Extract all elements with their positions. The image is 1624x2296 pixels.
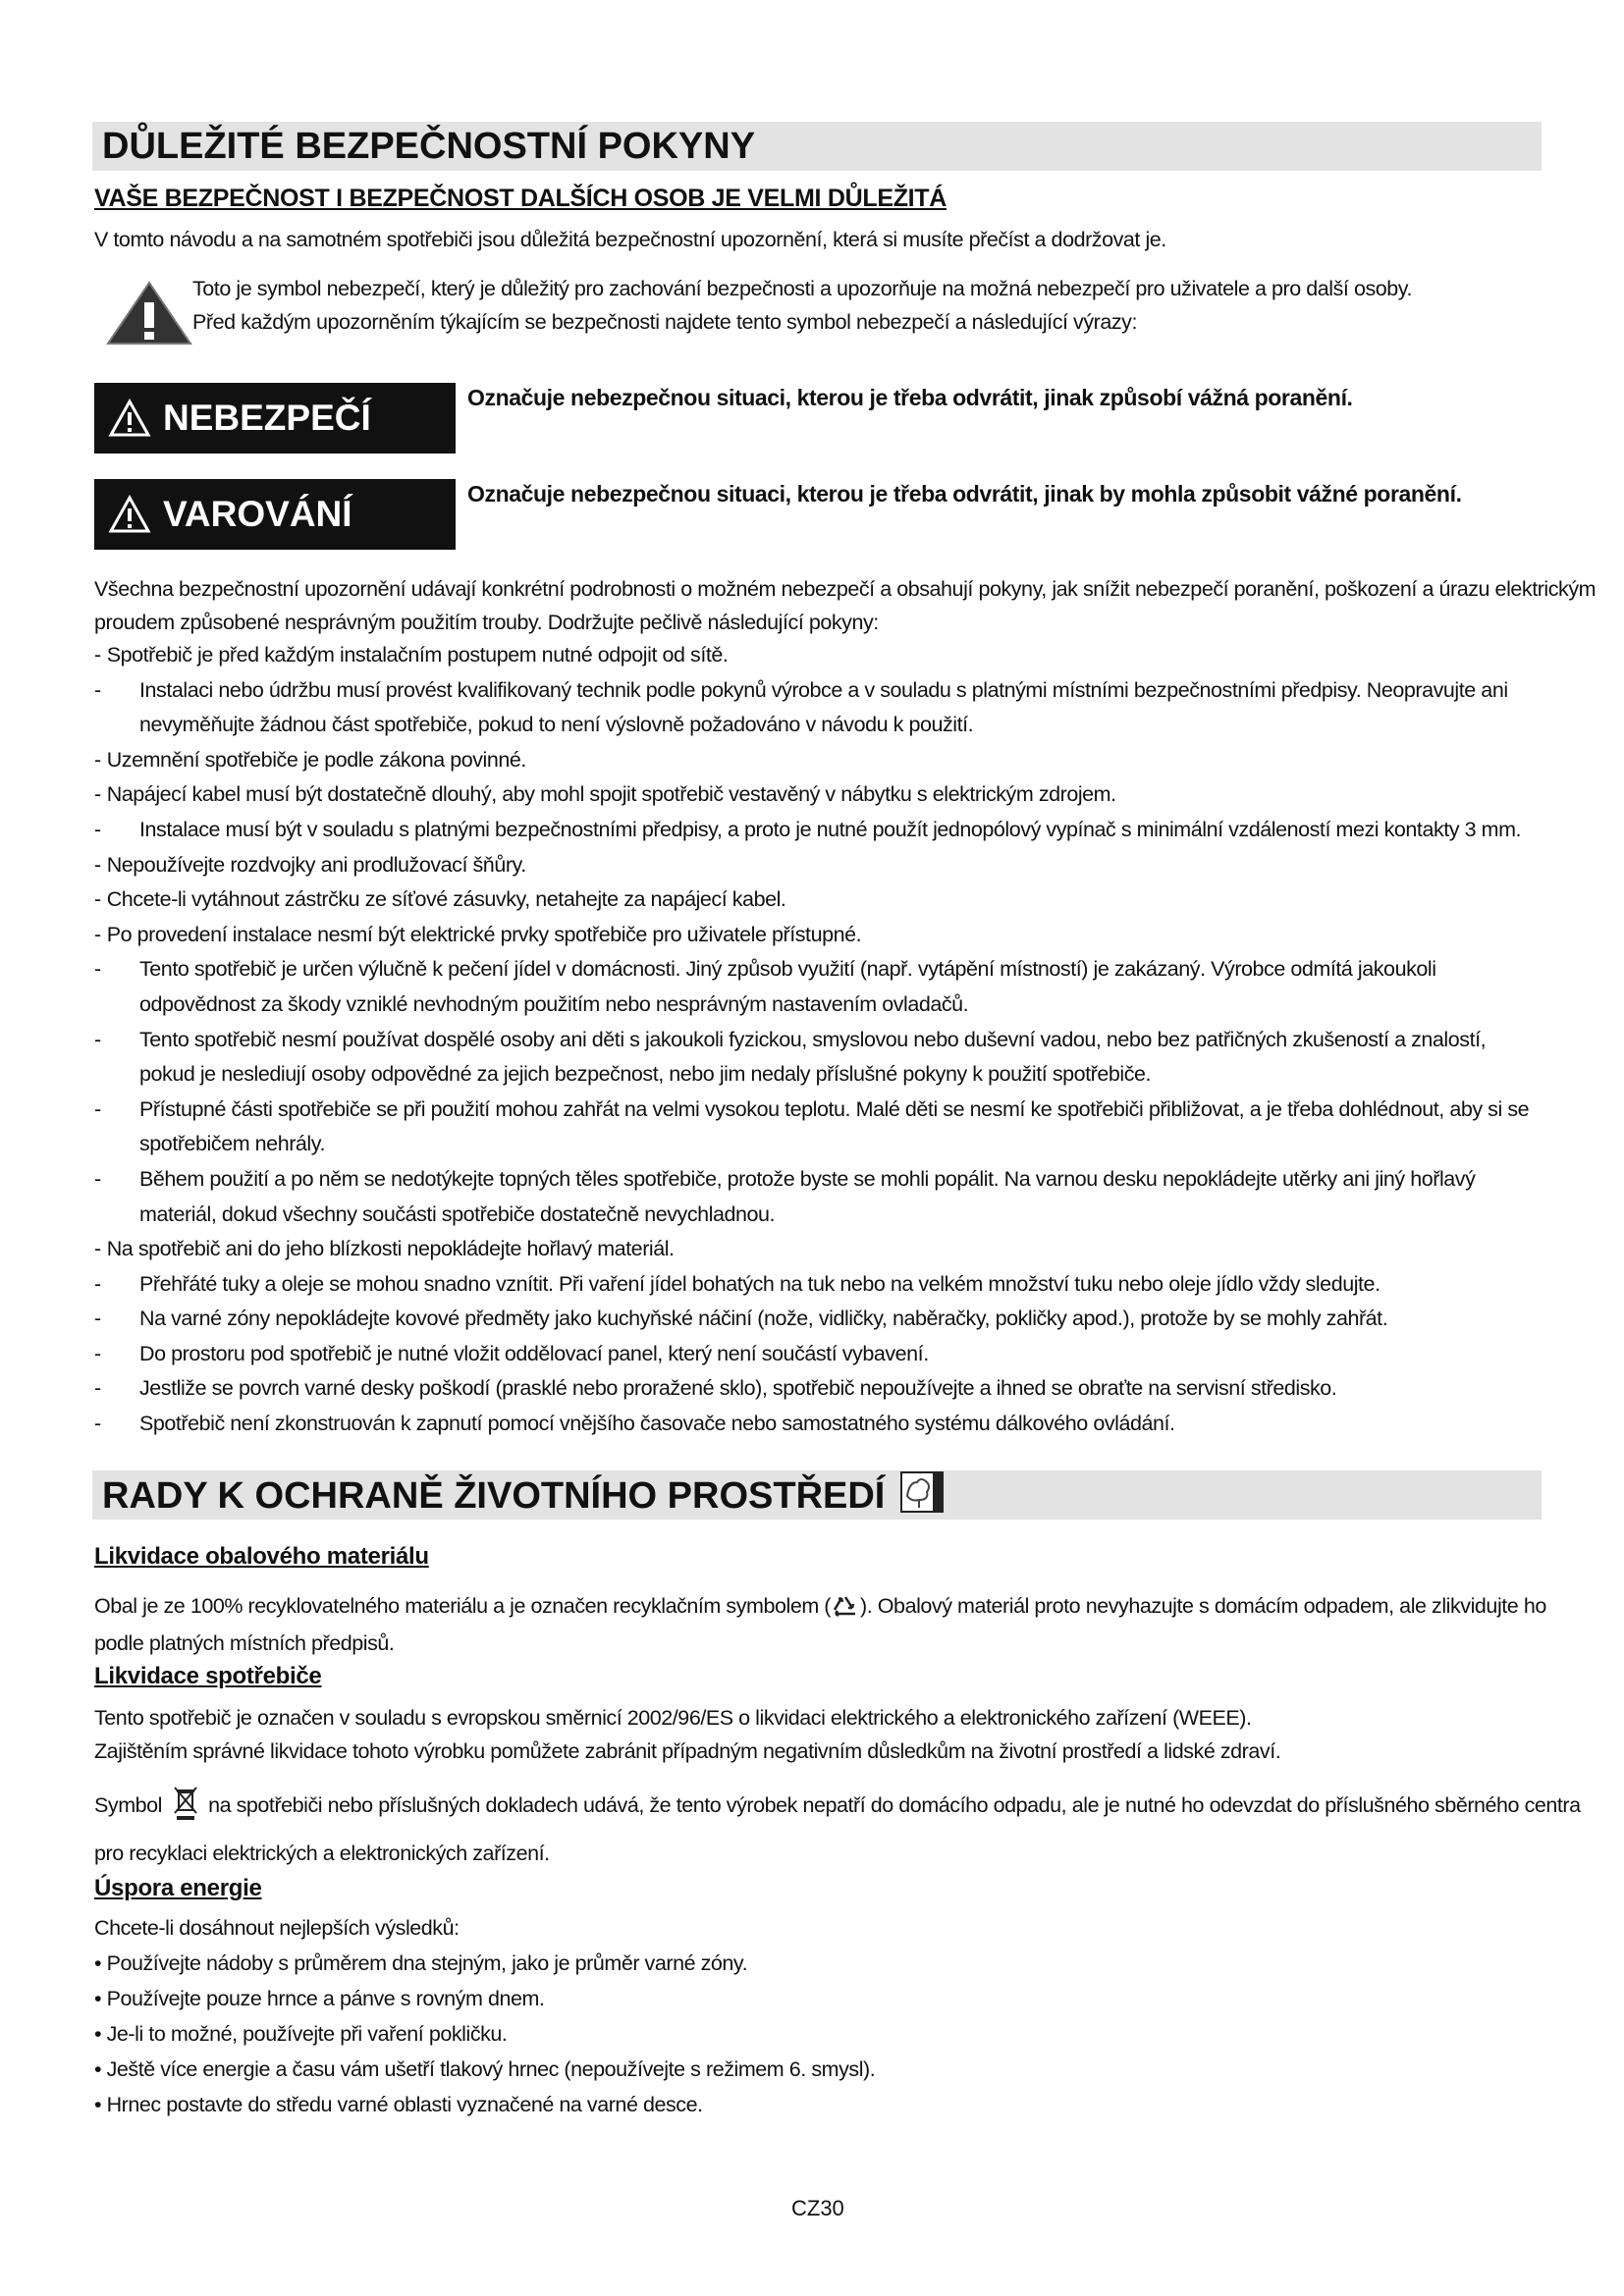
symbol-text-2: Před každým upozorněním týkajícím se bezpečnosti najdete tento symbol nebezpečí a následující výrazy:	[192, 310, 1137, 334]
safety-list-item	[94, 1232, 1543, 1267]
list-dash: -	[94, 922, 101, 946]
weee-symbol-text: na spotřebiči nebo příslušných dokladech udává, že tento výrobek nepatří do domácího odpadu, ale je nutné ho odevzdat do příslušného sběrného centra	[208, 1793, 1581, 1817]
safety-list-item-text: Napájecí kabel musí být dostatečně dlouhý, aby mohl spojit spotřebič vestavěný v nábytku s elektrickým zdrojem.	[106, 782, 1116, 807]
list-dash: -	[94, 817, 101, 841]
recycling-icon	[831, 1594, 860, 1620]
list-dash: -	[94, 1271, 101, 1296]
section-title-safety: DŮLEŽITÉ BEZPEČNOSTNÍ POKYNY	[92, 122, 1542, 171]
safety-list-item-text: Tento spotřebič nesmí používat dospělé osoby ani děti s jakoukoli fyzickou, smyslovou nebo duševní vadou, nebo bez patřičných zkušeností a znalostí, pokud je neslediují osoby odpovědné za jejich bezpečnost, nebo jim nedaly příslušné pokyny k použití spotřebiče.	[139, 1027, 1487, 1087]
energy-item: • Hrnec postavte do středu varné oblasti vyznačené na varné desce.	[94, 2093, 703, 2116]
safety-subtitle: VAŠE BEZPEČNOST I BEZPEČNOST DALŠÍCH OSOB JE VELMI DŮLEŽITÁ	[94, 185, 947, 212]
list-dash: -	[94, 1027, 101, 1051]
appliance-heading: Likvidace spotřebiče	[94, 1663, 322, 1689]
appliance-text-2: Zajištěním správné likvidace tohoto výrobku pomůžete zabránit případným negativním důsledkům na životní prostředí a lidské zdraví.	[94, 1739, 1281, 1763]
list-dash: -	[94, 1096, 101, 1121]
safety-list-item	[94, 848, 1543, 883]
packaging-text-line-1	[94, 1588, 1546, 1624]
safety-list-item-text: Do prostoru pod spotřebič je nutné vložit oddělovací panel, který není součástí vybavení.	[139, 1341, 929, 1365]
danger-signal-box	[94, 383, 456, 454]
section-title-environment	[92, 1470, 1542, 1520]
safety-list-item	[94, 673, 1543, 743]
danger-label: NEBEZPEČÍ	[163, 398, 371, 438]
safety-list-item	[94, 918, 1543, 953]
warning-signal-box	[94, 479, 456, 550]
list-dash: -	[94, 887, 101, 912]
safety-list-item	[94, 1371, 1543, 1407]
energy-item: • Používejte nádoby s průměrem dna stejným, jako je průměr varné zóny.	[94, 1951, 748, 1975]
safety-list-item	[94, 1093, 1543, 1162]
packaging-text-1: Obal je ze 100% recyklovatelného materiálu a je označen recyklačním symbolem (	[94, 1594, 832, 1618]
safety-list-item	[94, 813, 1543, 848]
safety-list-item	[94, 638, 1543, 673]
safety-list-item	[94, 1407, 1543, 1442]
safety-list-item	[94, 1302, 1543, 1337]
list-dash: -	[94, 852, 101, 877]
safety-list-item-text: Jestliže se povrch varné desky poškodí (prasklé nebo proražené sklo), spotřebič nepoužívejte a ihned se obraťte na servisní středisko.	[139, 1376, 1337, 1401]
list-dash: -	[94, 747, 101, 772]
safety-intro: V tomto návodu a na samotném spotřebiči jsou důležitá bezpečnostní upozornění, která si musíte přečíst a dodržovat je.	[94, 228, 1166, 251]
safety-list-item	[94, 777, 1543, 813]
safety-list-item	[94, 882, 1543, 918]
warning-outline-icon	[108, 495, 151, 534]
safety-list-item-text: Instalace musí být v souladu s platnými bezpečnostními předpisy, a proto je nutné použít jednopólový vypínač s minimální vzdáleností mezi kontakty 3 mm.	[139, 817, 1522, 841]
symbol-word: Symbol	[94, 1793, 162, 1817]
packaging-text-line-3: podle platných místních předpisů.	[94, 1631, 395, 1655]
safety-list-item-text: Uzemnění spotřebiče je podle zákona povinné.	[106, 747, 526, 772]
safety-list-item-text: Přehřáté tuky a oleje se mohou snadno vznítit. Při vaření jídel bohatých na tuk nebo na velkém množství tuku nebo oleje jídlo vždy sledujte.	[139, 1271, 1380, 1296]
safety-list-item-text: Instalaci nebo údržbu musí provést kvalifikovaný technik podle pokynů výrobce a v souladu s platnými místními bezpečnostními předpisy. Neopravujte ani nevyměňujte žádnou část spotřebiče, pokud to není výslovně požadováno v návodu k použití.	[139, 677, 1508, 737]
safety-list-item	[94, 952, 1543, 1022]
safety-list-item-text: Spotřebič je před každým instalačním postupem nutné odpojit od sítě.	[106, 643, 729, 667]
safety-list-item	[94, 1023, 1543, 1093]
environment-icon	[899, 1470, 945, 1514]
safety-list-item-text: Chcete-li vytáhnout zástrčku ze síťové zásuvky, netahejte za napájecí kabel.	[106, 887, 786, 912]
safety-list-item-text: Tento spotřebič je určen výlučně k pečení jídel v domácnosti. Jiný způsob využití (např. vytápění místností) je zakázaný. Výrobce odmítá jakoukoli odpovědnost za škody vzniklé nevhodným použitím nebo nesprávným nastavením ovladačů.	[139, 957, 1436, 1016]
energy-heading: Úspora energie	[94, 1875, 262, 1901]
weee-symbol-line	[94, 1785, 1581, 1823]
safety-list-item	[94, 1162, 1543, 1232]
safety-paragraph-line-2: proudem způsobené nesprávným použitím trouby. Dodržujte pečlivě následující pokyny:	[94, 611, 879, 634]
safety-list-item	[94, 743, 1543, 778]
list-dash: -	[94, 957, 101, 982]
warning-description: Označuje nebezpečnou situaci, kterou je třeba odvrátit, jinak by mohla způsobit vážné poranění.	[467, 481, 1462, 507]
energy-item: • Ještě více energie a času vám ušetří tlakový hrnec (nepoužívejte s režimem 6. smysl).	[94, 2057, 876, 2081]
warning-label: VAROVÁNÍ	[163, 494, 352, 534]
packaging-heading: Likvidace obalového materiálu	[94, 1543, 429, 1570]
danger-description: Označuje nebezpečnou situaci, kterou je třeba odvrátit, jinak způsobí vážná poranění.	[467, 385, 1353, 410]
environment-title: RADY K OCHRANĚ ŽIVOTNÍHO PROSTŘEDÍ	[102, 1475, 886, 1517]
list-dash: -	[94, 782, 101, 807]
energy-item: • Používejte pouze hrnce a pánve s rovným dnem.	[94, 1987, 545, 2010]
symbol-text-1: Toto je symbol nebezpečí, který je důležitý pro zachování bezpečnosti a upozorňuje na možná nebezpečí pro uživatele a pro další osoby.	[192, 277, 1413, 300]
safety-list-item-text: Na spotřebič ani do jeho blízkosti nepokládejte hořlavý materiál.	[106, 1237, 675, 1261]
page-number: CZ30	[791, 2196, 844, 2220]
list-dash: -	[94, 1376, 101, 1401]
crossed-bin-icon	[172, 1785, 199, 1822]
list-dash: -	[94, 677, 101, 702]
list-dash: -	[94, 1341, 101, 1365]
safety-list-item-text: Po provedení instalace nesmí být elektrické prvky spotřebiče pro uživatele přístupné.	[106, 922, 862, 946]
safety-list-item	[94, 1337, 1543, 1372]
safety-list-item-text: Během použití a po něm se nedotýkejte topných těles spotřebiče, protože byste se mohli popálit. Na varnou desku nepokládejte utěrky ani jiný hořlavý materiál, dokud všechny součásti spotřebiče dostatečně nevychladnou.	[139, 1166, 1476, 1226]
safety-list-item	[94, 1267, 1543, 1303]
safety-list-item-text: Na varné zóny nepokládejte kovové předměty jako kuchyňské náčiní (nože, vidličky, naběračky, pokličky apod.), protože by se mohly zahřát.	[139, 1307, 1388, 1331]
list-dash: -	[94, 643, 101, 667]
list-dash: -	[94, 1307, 101, 1331]
packaging-text-2: ). Obalový materiál proto nevyhazujte s domácím odpadem, ale zlikvidujte ho	[860, 1594, 1546, 1618]
list-dash: -	[94, 1412, 101, 1436]
safety-instruction-list	[94, 638, 1543, 1442]
safety-paragraph-line-1: Všechna bezpečnostní upozornění udávají konkrétní podrobnosti o možném nebezpečí a obsahují pokyny, jak snížit nebezpečí poranění, poškození a úrazu elektrickým	[94, 577, 1597, 601]
warning-triangle-icon	[104, 277, 194, 347]
list-dash: -	[94, 1237, 101, 1261]
safety-list-item-text: Nepoužívejte rozdvojky ani prodlužovací šňůry.	[106, 852, 526, 877]
energy-intro: Chcete-li dosáhnout nejlepších výsledků:	[94, 1916, 460, 1940]
list-dash: -	[94, 1166, 101, 1191]
warning-outline-icon	[108, 399, 151, 438]
safety-list-item-text: Spotřebič není zkonstruován k zapnutí pomocí vnějšího časovače nebo samostatného systému dálkového ovládání.	[139, 1412, 1175, 1436]
weee-symbol-text-2: pro recyklaci elektrických a elektronických zařízení.	[94, 1842, 550, 1865]
energy-item: • Je-li to možné, používejte při vaření pokličku.	[94, 2022, 508, 2046]
appliance-text-1: Tento spotřebič je označen v souladu s evropskou směrnicí 2002/96/ES o likvidaci elektrického a elektronického zařízení (WEEE).	[94, 1706, 1252, 1730]
safety-list-item-text: Přístupné části spotřebiče se při použití mohou zahřát na velmi vysokou teplotu. Malé děti se nesmí ke spotřebiči přibližovat, a je třeba dohlédnout, aby si se spotřebičem nehrály.	[139, 1096, 1530, 1156]
